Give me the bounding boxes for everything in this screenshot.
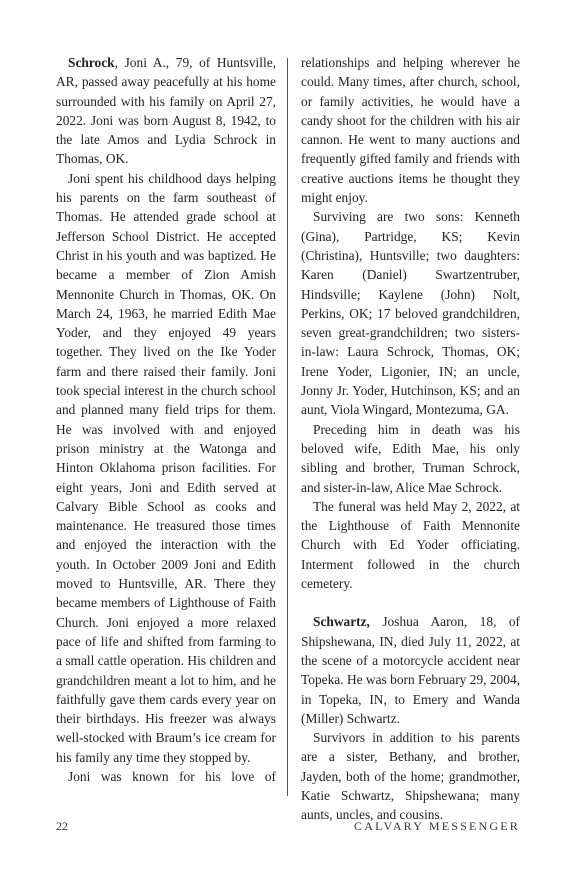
obituary-paragraph-continued: relationships and helping wherever he could. Many times, after church, school, or family activities, he would have a candy shoot for the children with his air cannon. He went to many auctions and frequently gifted family and friends with creative auctions items he thought they might enjoy. bbox=[301, 55, 520, 206]
obituary-name: Schwartz, bbox=[313, 614, 370, 630]
page-number: 22 bbox=[56, 819, 68, 833]
obituary-paragraph: Survivors in addition to his parents are a sister, Bethany, and brother, Jayden, both of the home; grandmother, Katie Schwartz, Shipshewana; many aunts, uncles, and cousins. bbox=[301, 730, 520, 823]
obituary-paragraph: Preceding him in death was his beloved wife, Edith Mae, his only sibling and brother, Truman Schrock, and sister-in-law, Alice Mae Schrock. bbox=[301, 421, 520, 495]
right-column bbox=[301, 53, 520, 825]
column-divider bbox=[287, 58, 288, 796]
obituary-paragraph-continued-start: Joni was known for his love of bbox=[68, 768, 276, 784]
obituary-schrock-intro: Schrock, Joni A., 79, of Huntsville, AR, passed away peacefully at his home surrounded with his family on April 27, 2022. Joni was born August 8, 1942, to the late Amos and Lydia Schrock in Thomas, OK. bbox=[56, 55, 276, 167]
obituary-paragraph: Joni spent his childhood days helping his parents on the farm southeast of Thomas. He attended grade school at Jefferson School District. He accepted Christ in his youth and was baptized. He became a member of Zion Amish Mennonite Church in Thomas, OK. On March 24, 1963, he married Edith Mae Yoder, and they enjoyed 49 years together. They lived on the Ike Yoder farm and there raised their family. Joni took special interest in the church school and planned many field trips for them. He was involved with and enjoyed prison ministry at the Watonga and Hinton Oklahoma prison facilities. For eight years, Joni and Edith served at Calvary Bible School as cooks and maintenance. He treasured those times and enjoyed the interaction with the youth. In October 2009 Joni and Edith moved to Huntsville, AR. There they became members of Lighthouse of Faith Church. Joni enjoyed a more relaxed pace of life and shifted from farming to a small cattle operation. His children and grandchildren meant a lot to him, and he faithfully gave them cards every year on their birthdays. His freezer was always well-stocked with Braum’s ice cream for his family any time they stopped by. bbox=[56, 170, 276, 765]
obituary-paragraph: The funeral was held May 2, 2022, at the Lighthouse of Faith Mennonite Church with Ed Yoder officiating. Interment followed in the church cemetery. bbox=[301, 498, 520, 592]
obituary-paragraph: Surviving are two sons: Kenneth (Gina), Partridge, KS; Kevin (Christina), Huntsville; two daughters: Karen (Daniel) Swartzentruber, Hindsville; Kaylene (John) Nolt, Perkins, OK; 17 beloved grandchildren, seven great-grandchildren; two sisters-in-law: Laura Schrock, Thomas, OK; Irene Yoder, Ligonier, IN; an uncle, Jonny Jr. Yoder, Hutchinson, KS; and an aunt, Viola Wingard, Montezuma, GA. bbox=[301, 209, 520, 418]
obituary-schwartz-intro: Schwartz, Joshua Aaron, 18, of Shipshewana, IN, died July 11, 2022, at the scene of a motorcycle accident near Topeka. He was born February 29, 2004, in Topeka, IN, to Emery and Wanda (Miller) Schwartz. bbox=[301, 614, 520, 726]
obituary-name: Schrock bbox=[68, 55, 115, 70]
left-column bbox=[56, 53, 276, 786]
publication-title: CALVARY MESSENGER bbox=[354, 819, 520, 833]
